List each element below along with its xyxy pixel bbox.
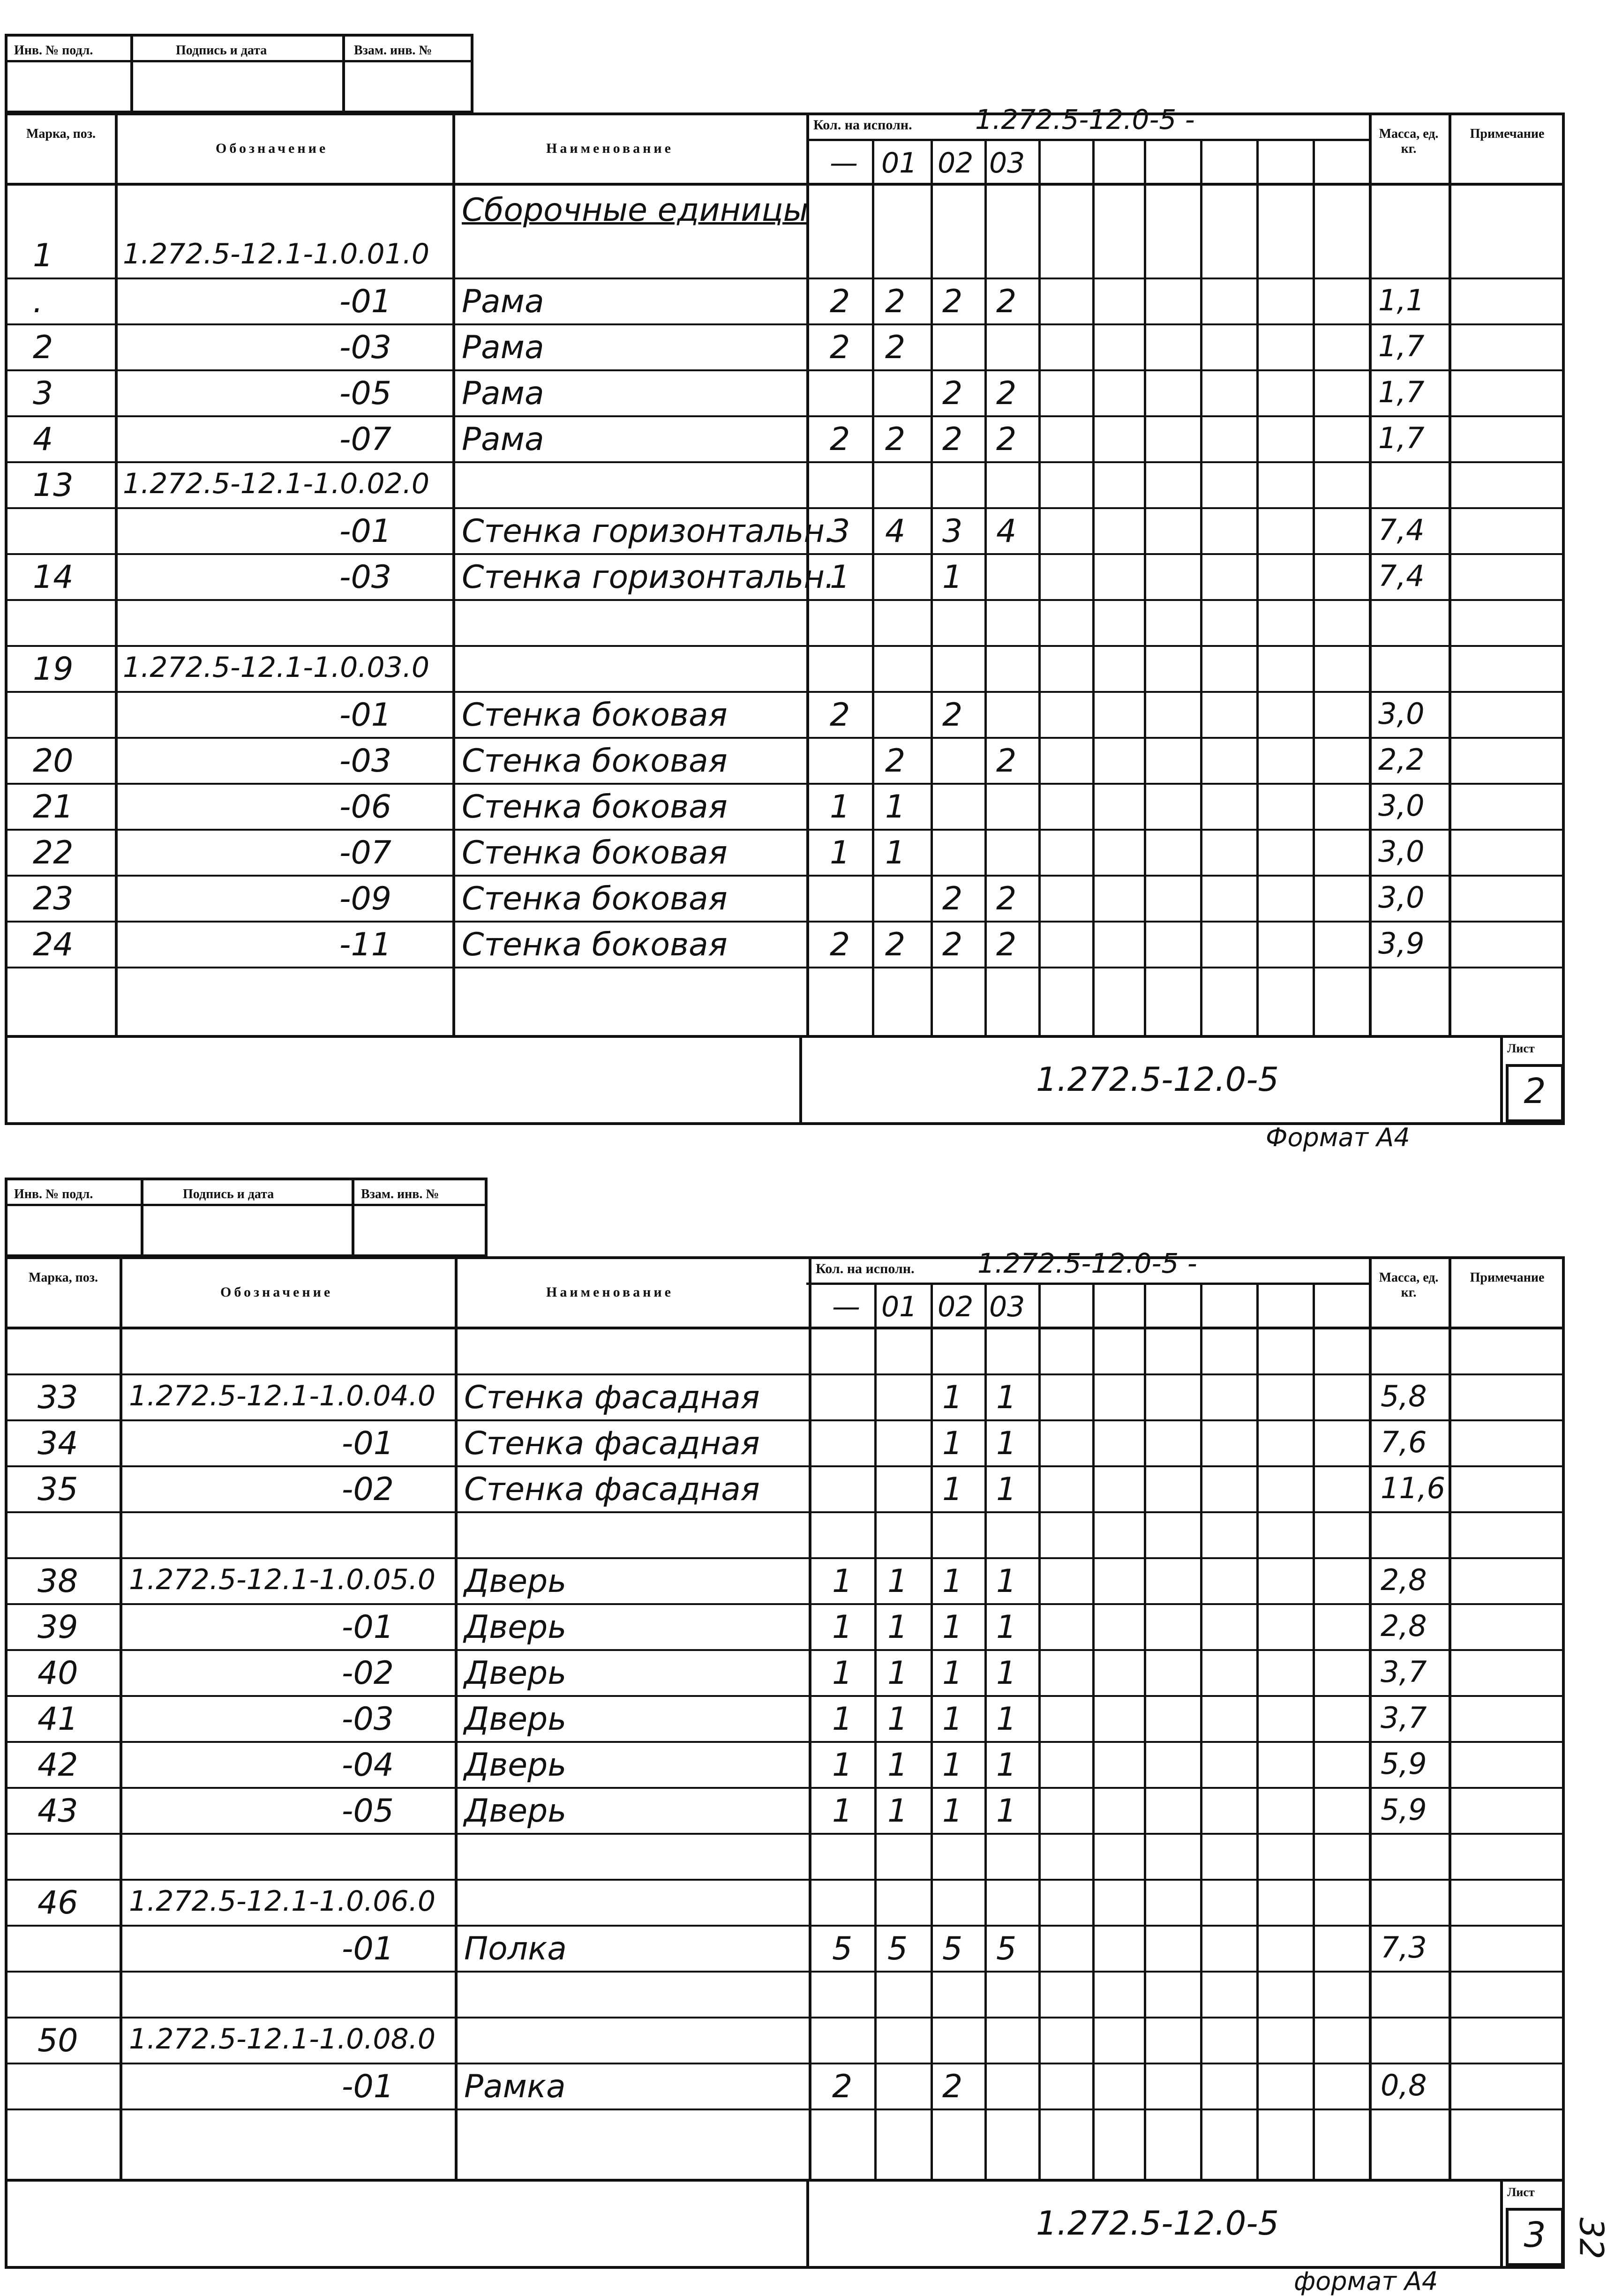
col-line bbox=[1144, 140, 1146, 1035]
row-qty: 1 bbox=[885, 788, 906, 825]
row-qty: 1 bbox=[832, 1609, 853, 1646]
row-qty: 2 bbox=[942, 283, 963, 320]
row-qty: 1 bbox=[942, 1793, 963, 1830]
row-mass: 3,9 bbox=[1378, 926, 1425, 960]
col-line bbox=[874, 1283, 877, 2179]
row-name: Стенка фасадная bbox=[464, 1425, 760, 1462]
row-position: 42 bbox=[38, 1747, 78, 1784]
row-line bbox=[5, 1649, 1565, 1651]
col-line bbox=[931, 140, 933, 1035]
row-qty: 1 bbox=[996, 1793, 1017, 1830]
row-name: Дверь bbox=[464, 1747, 567, 1784]
row-qty: 1 bbox=[996, 1379, 1017, 1416]
row-position: 22 bbox=[33, 834, 74, 871]
row-position: 20 bbox=[33, 743, 74, 780]
row-mass: 3,0 bbox=[1378, 880, 1425, 915]
row-mass: 7,6 bbox=[1381, 1425, 1427, 1459]
sheet-number bbox=[1506, 1064, 1564, 1122]
row-mass: 3,7 bbox=[1381, 1655, 1427, 1689]
row-qty: 2 bbox=[885, 283, 906, 320]
row-qty: 2 bbox=[996, 880, 1017, 917]
header-qty-label: Кол. на исполн. bbox=[816, 1261, 915, 1276]
row-suffix: -01 bbox=[341, 1425, 394, 1462]
row-qty: 1 bbox=[832, 1793, 853, 1830]
row-qty: 1 bbox=[942, 1655, 963, 1692]
row-position: 1 bbox=[33, 237, 53, 274]
sheet-number-text: 3 bbox=[1524, 2215, 1546, 2255]
row-line bbox=[5, 829, 1565, 831]
row-line bbox=[5, 1741, 1565, 1743]
row-name: Стенка боковая bbox=[462, 743, 728, 780]
row-qty: 1 bbox=[832, 1747, 853, 1784]
header-marka: Марка, поз. bbox=[26, 127, 96, 141]
stamp-vline bbox=[141, 1178, 143, 1257]
row-designation: 1.272.5-12.1-1.0.06.0 bbox=[129, 1885, 436, 1918]
row-qty: 1 bbox=[832, 1701, 853, 1738]
row-qty: 2 bbox=[830, 926, 850, 963]
row-position: 14 bbox=[33, 559, 74, 596]
row-qty: 1 bbox=[942, 1425, 963, 1462]
header-qty-code: 1.272.5-12.0-5 - bbox=[975, 104, 1195, 135]
row-mass: 5,9 bbox=[1381, 1793, 1427, 1827]
variant-col-3: 02 bbox=[938, 1291, 974, 1323]
section-title: Сборочные единицы bbox=[462, 192, 809, 229]
row-designation: 1.272.5-12.1-1.0.03.0 bbox=[123, 651, 429, 684]
header-marka: Марка, поз. bbox=[28, 1270, 98, 1285]
row-mass: 3,0 bbox=[1378, 697, 1425, 731]
row-qty: 2 bbox=[942, 697, 963, 734]
col-line bbox=[1256, 140, 1259, 1035]
row-line bbox=[5, 921, 1565, 923]
row-designation: 1.272.5-12.1-1.0.01.0 bbox=[123, 238, 429, 270]
row-line bbox=[5, 967, 1565, 968]
row-position: . bbox=[33, 283, 43, 320]
row-mass: 7,3 bbox=[1381, 1930, 1427, 1965]
document-code: 1.272.5-12.0-5 bbox=[1036, 1060, 1279, 1099]
row-name: Стенка боковая bbox=[462, 834, 728, 871]
row-mass: 0,8 bbox=[1381, 2068, 1427, 2102]
row-line bbox=[5, 1603, 1565, 1605]
row-name: Дверь bbox=[464, 1793, 567, 1830]
stamp-podpis: Подпись и дата bbox=[183, 1187, 274, 1201]
row-suffix: -07 bbox=[339, 834, 391, 871]
stamp-inv-podl: Инв. № подл. bbox=[14, 43, 93, 58]
row-mass: 3,0 bbox=[1378, 834, 1425, 869]
row-line bbox=[5, 783, 1565, 785]
row-name: Стенка фасадная bbox=[464, 1471, 760, 1508]
row-mass: 3,7 bbox=[1381, 1701, 1427, 1735]
row-mass: 11,6 bbox=[1381, 1471, 1446, 1505]
row-name: Стенка боковая bbox=[462, 926, 728, 963]
row-position: 43 bbox=[38, 1793, 78, 1830]
row-position: 3 bbox=[33, 375, 53, 412]
col-line bbox=[1038, 1283, 1041, 2179]
row-mass: 1,1 bbox=[1378, 283, 1425, 317]
footer-top-line bbox=[5, 2179, 1565, 2182]
header-qty-line bbox=[806, 1283, 1369, 1285]
col-line bbox=[1092, 1283, 1095, 2179]
stamp-hline bbox=[5, 1204, 488, 1206]
row-qty: 2 bbox=[942, 2068, 963, 2105]
row-position: 13 bbox=[33, 467, 74, 504]
col-line bbox=[1449, 1256, 1451, 2179]
col-line bbox=[1369, 1256, 1372, 2179]
row-qty: 2 bbox=[830, 697, 850, 734]
row-suffix: -03 bbox=[339, 559, 391, 596]
row-position: 21 bbox=[33, 788, 74, 825]
header-designation: Обозначение bbox=[216, 141, 329, 156]
row-qty: 5 bbox=[832, 1930, 853, 1967]
row-name: Дверь bbox=[464, 1655, 567, 1692]
row-position: 19 bbox=[33, 651, 74, 688]
row-line bbox=[5, 553, 1565, 555]
row-qty: 2 bbox=[885, 743, 906, 780]
footer-vline bbox=[806, 2179, 809, 2269]
row-line bbox=[5, 2108, 1565, 2110]
col-line bbox=[455, 1256, 458, 2179]
row-name: Рамка bbox=[464, 2068, 566, 2105]
row-name: Стенка горизонтальн. bbox=[462, 559, 835, 596]
row-qty: 2 bbox=[832, 2068, 853, 2105]
row-name: Рама bbox=[462, 421, 544, 458]
row-qty: 1 bbox=[942, 1563, 963, 1600]
row-qty: 2 bbox=[885, 421, 906, 458]
col-line bbox=[1038, 140, 1041, 1035]
col-line bbox=[931, 1283, 933, 2179]
variant-col-2: 01 bbox=[881, 147, 917, 180]
row-qty: 1 bbox=[830, 788, 850, 825]
row-name: Дверь bbox=[464, 1701, 567, 1738]
row-qty: 4 bbox=[885, 513, 906, 550]
footer-vline bbox=[1500, 1035, 1503, 1125]
header-name: Наименование bbox=[546, 1284, 674, 1300]
row-name: Стенка боковая bbox=[462, 788, 728, 825]
row-qty: 1 bbox=[887, 1701, 908, 1738]
row-line bbox=[5, 507, 1565, 509]
row-name: Стенка горизонтальн. bbox=[462, 513, 835, 550]
row-mass: 2,8 bbox=[1381, 1609, 1427, 1643]
row-qty: 5 bbox=[996, 1930, 1017, 1967]
row-position: 46 bbox=[38, 1884, 78, 1921]
row-suffix: -02 bbox=[341, 1655, 394, 1692]
row-qty: 1 bbox=[942, 1379, 963, 1416]
row-suffix: -03 bbox=[341, 1701, 394, 1738]
row-line bbox=[5, 278, 1565, 279]
row-line bbox=[5, 1787, 1565, 1789]
row-position: 34 bbox=[38, 1425, 78, 1462]
header-mass: Масса, ед. кг. bbox=[1379, 127, 1439, 156]
col-line bbox=[120, 1256, 122, 2179]
specification-sheet-2 bbox=[0, 0, 1566, 1152]
header-qty-line bbox=[806, 139, 1369, 141]
row-position: 35 bbox=[38, 1471, 78, 1508]
row-line bbox=[5, 875, 1565, 877]
row-position: 50 bbox=[38, 2022, 78, 2059]
row-qty: 1 bbox=[996, 1425, 1017, 1462]
header-designation: Обозначение bbox=[220, 1284, 333, 1300]
row-line bbox=[5, 1925, 1565, 1927]
row-position: 38 bbox=[38, 1563, 78, 1600]
row-qty: 1 bbox=[887, 1793, 908, 1830]
row-suffix: -01 bbox=[341, 1609, 394, 1646]
row-qty: 1 bbox=[942, 559, 963, 596]
row-qty: 3 bbox=[942, 513, 963, 550]
header-mass: Масса, ед. кг. bbox=[1379, 1270, 1439, 1300]
row-qty: 2 bbox=[942, 880, 963, 917]
row-line bbox=[5, 461, 1565, 463]
stamp-vline bbox=[342, 34, 345, 113]
sheet-label: Лист bbox=[1507, 1042, 1535, 1055]
variant-col-1: — bbox=[830, 147, 858, 180]
sheet-label: Лист bbox=[1507, 2185, 1535, 2199]
row-qty: 1 bbox=[942, 1701, 963, 1738]
row-position: 40 bbox=[38, 1655, 78, 1692]
row-position: 4 bbox=[33, 421, 53, 458]
stamp-vzam: Взам. инв. № bbox=[361, 1187, 439, 1201]
col-line bbox=[1256, 1283, 1259, 2179]
footer-top-line bbox=[5, 1035, 1565, 1038]
row-qty: 2 bbox=[885, 926, 906, 963]
row-qty: 2 bbox=[942, 375, 963, 412]
format-label: Формат А4 bbox=[1266, 1123, 1410, 1152]
row-qty: 1 bbox=[830, 834, 850, 871]
row-position: 33 bbox=[38, 1379, 78, 1416]
row-line bbox=[5, 1465, 1565, 1467]
header-qty-code: 1.272.5-12.0-5 - bbox=[977, 1247, 1197, 1279]
row-qty: 1 bbox=[996, 1747, 1017, 1784]
row-name: Рама bbox=[462, 283, 544, 320]
row-suffix: -09 bbox=[339, 880, 391, 917]
variant-col-4: 03 bbox=[989, 1291, 1025, 1323]
row-line bbox=[5, 415, 1565, 417]
header-note: Примечание bbox=[1470, 127, 1545, 141]
row-mass: 2,2 bbox=[1378, 743, 1425, 777]
col-line bbox=[1313, 140, 1315, 1035]
row-mass: 2,8 bbox=[1381, 1563, 1427, 1597]
variant-col-2: 01 bbox=[881, 1291, 917, 1323]
row-qty: 2 bbox=[996, 421, 1017, 458]
row-line bbox=[5, 691, 1565, 693]
row-line bbox=[5, 1511, 1565, 1513]
row-qty: 1 bbox=[887, 1747, 908, 1784]
row-qty: 1 bbox=[996, 1471, 1017, 1508]
stamp-vline bbox=[352, 1178, 354, 1257]
row-mass: 5,9 bbox=[1381, 1747, 1427, 1781]
footer-vline bbox=[799, 1035, 802, 1125]
row-line bbox=[5, 1833, 1565, 1835]
col-line bbox=[452, 113, 455, 1035]
row-qty: 2 bbox=[830, 421, 850, 458]
row-suffix: -01 bbox=[339, 513, 391, 550]
row-name: Рама bbox=[462, 329, 544, 366]
row-qty: 2 bbox=[830, 283, 850, 320]
row-mass: 7,4 bbox=[1378, 559, 1425, 593]
row-qty: 1 bbox=[942, 1747, 963, 1784]
row-name: Дверь bbox=[464, 1563, 567, 1600]
row-mass: 5,8 bbox=[1381, 1379, 1427, 1413]
row-qty: 2 bbox=[996, 926, 1017, 963]
row-qty: 2 bbox=[996, 743, 1017, 780]
row-suffix: -01 bbox=[341, 1930, 394, 1967]
col-line bbox=[1144, 1283, 1146, 2179]
row-mass: 1,7 bbox=[1378, 421, 1425, 455]
row-mass: 7,4 bbox=[1378, 513, 1425, 547]
sheet-number bbox=[1506, 2208, 1564, 2266]
stamp-vline bbox=[130, 34, 133, 113]
row-qty: 2 bbox=[830, 329, 850, 366]
row-line bbox=[5, 2063, 1565, 2064]
row-line bbox=[5, 1373, 1565, 1375]
row-line bbox=[5, 737, 1565, 739]
col-line bbox=[872, 140, 874, 1035]
row-qty: 2 bbox=[996, 375, 1017, 412]
document-code: 1.272.5-12.0-5 bbox=[1036, 2204, 1279, 2243]
row-qty: 1 bbox=[996, 1701, 1017, 1738]
col-line bbox=[1092, 140, 1095, 1035]
stamp-hline bbox=[5, 60, 473, 62]
row-position: 23 bbox=[33, 880, 74, 917]
row-qty: 1 bbox=[832, 1655, 853, 1692]
row-suffix: -03 bbox=[339, 743, 391, 780]
row-mass: 1,7 bbox=[1378, 329, 1425, 363]
row-qty: 1 bbox=[942, 1609, 963, 1646]
row-qty: 1 bbox=[996, 1609, 1017, 1646]
header-qty-label: Кол. на исполн. bbox=[813, 117, 912, 133]
row-name: Стенка фасадная bbox=[464, 1379, 760, 1416]
header-bottom-line bbox=[5, 183, 1565, 186]
row-qty: 1 bbox=[996, 1655, 1017, 1692]
format-label: формат А4 bbox=[1294, 2266, 1438, 2296]
row-qty: 1 bbox=[887, 1655, 908, 1692]
row-qty: 1 bbox=[942, 1471, 963, 1508]
row-line bbox=[5, 369, 1565, 371]
row-suffix: -02 bbox=[341, 1471, 394, 1508]
row-designation: 1.272.5-12.1-1.0.04.0 bbox=[129, 1380, 436, 1412]
stamp-inv-podl: Инв. № подл. bbox=[14, 1187, 93, 1201]
row-position: 2 bbox=[33, 329, 53, 366]
row-position: 41 bbox=[38, 1701, 78, 1738]
stamp-vzam: Взам. инв. № bbox=[354, 43, 432, 58]
row-position: 39 bbox=[38, 1609, 78, 1646]
row-qty: 2 bbox=[885, 329, 906, 366]
header-note: Примечание bbox=[1470, 1270, 1545, 1285]
row-qty: 5 bbox=[942, 1930, 963, 1967]
row-name: Рама bbox=[462, 375, 544, 412]
variant-col-1: — bbox=[832, 1291, 860, 1323]
row-suffix: -01 bbox=[341, 2068, 394, 2105]
row-qty: 4 bbox=[996, 513, 1017, 550]
col-line bbox=[1313, 1283, 1315, 2179]
sheet-number-text: 2 bbox=[1524, 1071, 1546, 1111]
row-suffix: -07 bbox=[339, 421, 391, 458]
row-name: Полка bbox=[464, 1930, 567, 1967]
col-line bbox=[1200, 1283, 1202, 2179]
header-name: Наименование bbox=[546, 141, 674, 156]
col-line bbox=[809, 1256, 811, 2179]
row-line bbox=[5, 2017, 1565, 2018]
row-suffix: -05 bbox=[339, 375, 391, 412]
row-qty: 1 bbox=[885, 834, 906, 871]
row-designation: 1.272.5-12.1-1.0.02.0 bbox=[123, 467, 429, 500]
row-line bbox=[5, 1557, 1565, 1559]
header-bottom-line bbox=[5, 1327, 1565, 1329]
row-name: Дверь bbox=[464, 1609, 567, 1646]
row-designation: 1.272.5-12.1-1.0.05.0 bbox=[129, 1563, 436, 1596]
specification-sheet-3 bbox=[0, 1144, 1611, 2296]
footer-vline bbox=[1500, 2179, 1503, 2269]
row-suffix: -03 bbox=[339, 329, 391, 366]
row-qty: 5 bbox=[887, 1930, 908, 1967]
row-qty: 1 bbox=[996, 1563, 1017, 1600]
row-qty: 1 bbox=[887, 1563, 908, 1600]
row-suffix: -04 bbox=[341, 1747, 394, 1784]
row-qty: 3 bbox=[830, 513, 850, 550]
row-qty: 1 bbox=[832, 1563, 853, 1600]
row-suffix: -01 bbox=[339, 283, 391, 320]
row-qty: 1 bbox=[887, 1609, 908, 1646]
row-line bbox=[5, 1879, 1565, 1881]
row-line bbox=[5, 323, 1565, 325]
row-suffix: -06 bbox=[339, 788, 391, 825]
row-suffix: -05 bbox=[341, 1793, 394, 1830]
row-line bbox=[5, 1695, 1565, 1697]
row-qty: 2 bbox=[996, 283, 1017, 320]
col-line bbox=[984, 1283, 987, 2179]
row-suffix: -11 bbox=[339, 926, 391, 963]
variant-col-4: 03 bbox=[989, 147, 1025, 180]
row-qty: 1 bbox=[830, 559, 850, 596]
row-name: Стенка боковая bbox=[462, 697, 728, 734]
variant-col-3: 02 bbox=[938, 147, 974, 180]
row-line bbox=[5, 599, 1565, 601]
row-name: Стенка боковая bbox=[462, 880, 728, 917]
stamp-podpis: Подпись и дата bbox=[176, 43, 267, 58]
col-line bbox=[1369, 113, 1372, 1035]
col-line bbox=[1200, 140, 1202, 1035]
row-mass: 1,7 bbox=[1378, 375, 1425, 409]
row-line bbox=[5, 1419, 1565, 1421]
row-line bbox=[5, 1971, 1565, 1973]
margin-page-number: 32 bbox=[1572, 2217, 1611, 2259]
row-qty: 2 bbox=[942, 926, 963, 963]
row-designation: 1.272.5-12.1-1.0.08.0 bbox=[129, 2023, 436, 2056]
col-line bbox=[984, 140, 987, 1035]
row-qty: 2 bbox=[942, 421, 963, 458]
row-mass: 3,0 bbox=[1378, 788, 1425, 823]
row-line bbox=[5, 645, 1565, 647]
row-suffix: -01 bbox=[339, 697, 391, 734]
col-line bbox=[115, 113, 118, 1035]
row-position: 24 bbox=[33, 926, 74, 963]
col-line bbox=[1449, 113, 1451, 1035]
